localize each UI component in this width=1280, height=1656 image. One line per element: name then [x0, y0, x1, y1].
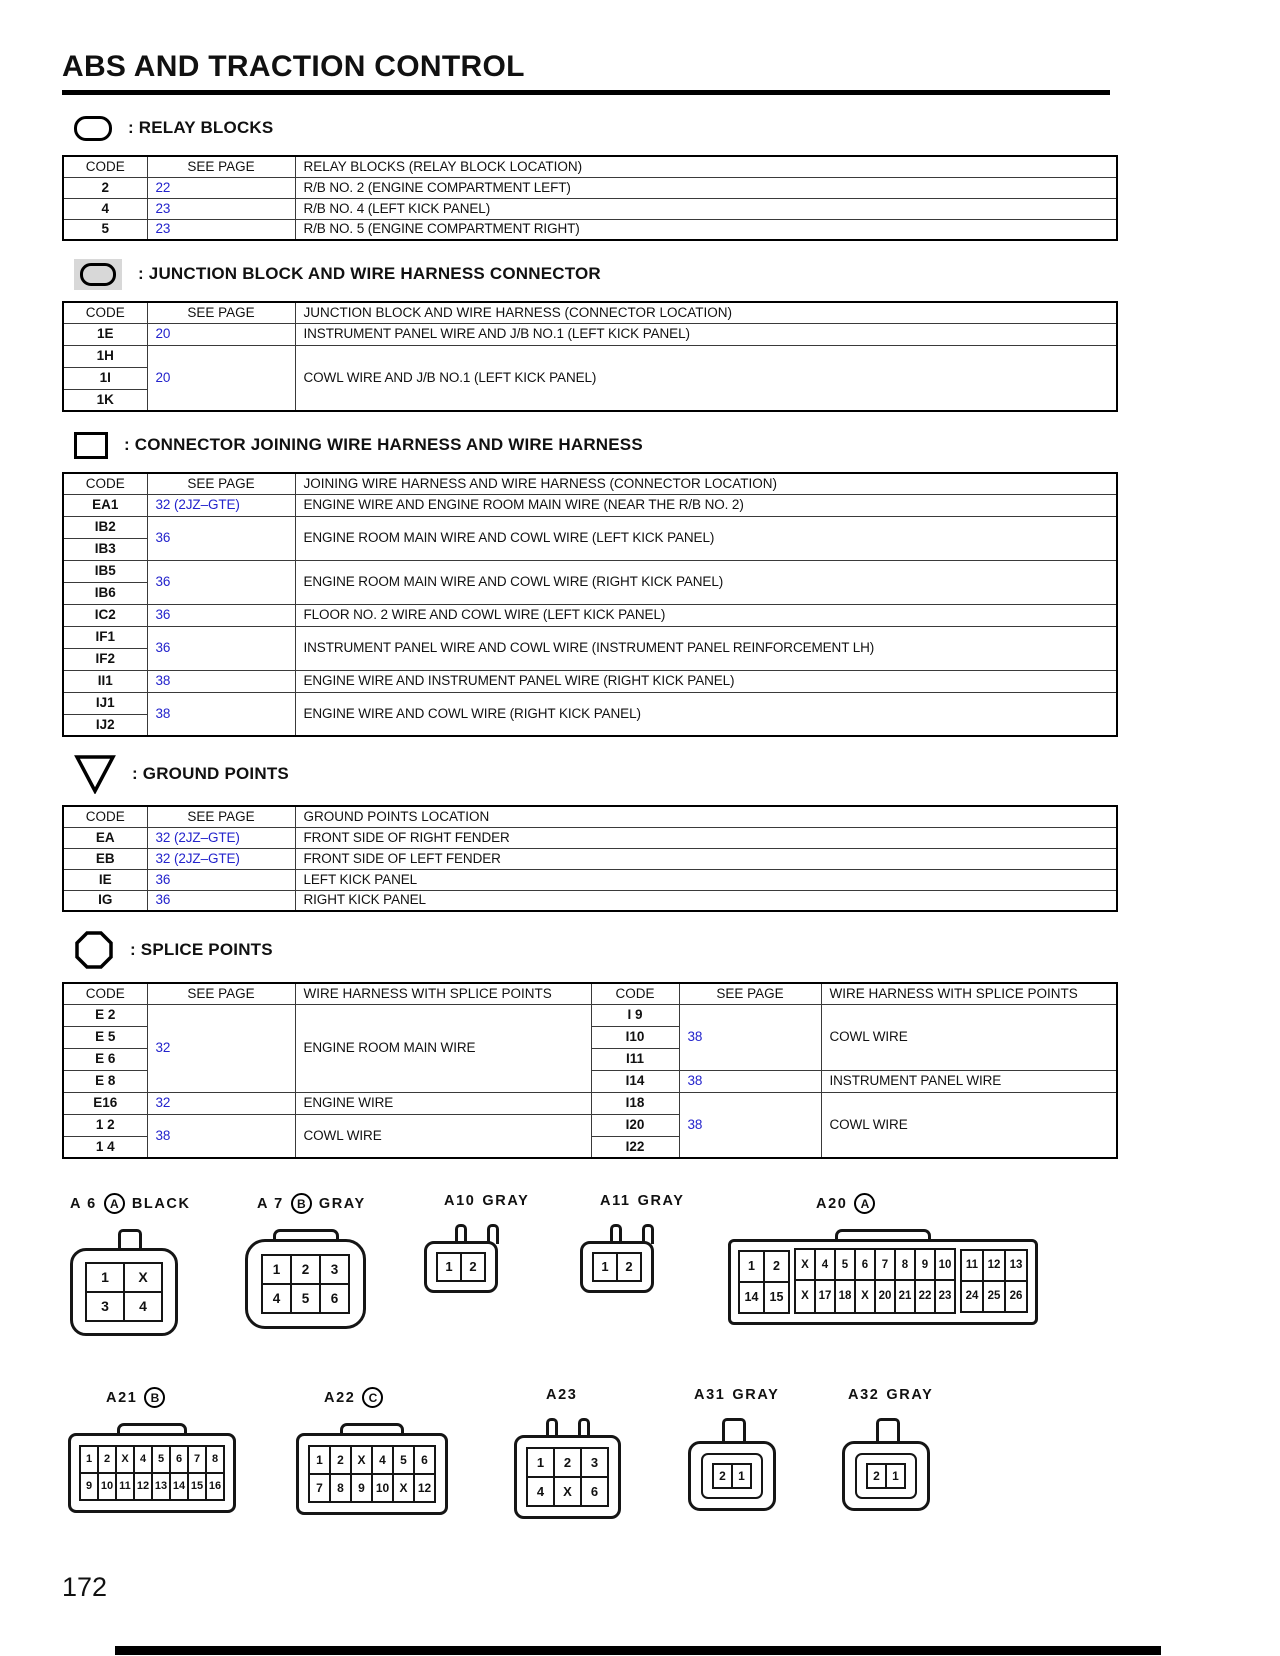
pin-row: [79, 1445, 225, 1474]
table-row: [63, 323, 1117, 345]
col-header-harness: WIRE HARNESS WITH SPLICE POINTS: [295, 983, 591, 1004]
ground-point-icon: [74, 754, 116, 794]
code-cell: I20: [591, 1114, 679, 1136]
code-cell: 1 4: [63, 1136, 147, 1158]
connector-code: A 6: [70, 1195, 97, 1212]
col-header-location: RELAY BLOCKS (RELAY BLOCK LOCATION): [295, 156, 1117, 177]
page-link[interactable]: 38: [687, 1073, 703, 1089]
pin-group: [738, 1281, 790, 1314]
connector-a11: [580, 1193, 685, 1293]
connector-diagrams: [62, 1171, 1172, 1651]
pin-row: [308, 1445, 436, 1475]
junction-block-table: [62, 301, 1118, 412]
page-link[interactable]: 36: [155, 607, 171, 623]
code-cell: IJ2: [63, 714, 147, 736]
col-header-location: JOINING WIRE HARNESS AND WIRE HARNESS (CONNECTOR LOCATION): [295, 473, 1117, 494]
section-connector-joining: [62, 427, 1218, 463]
connector-a22: [296, 1387, 448, 1515]
pin: 7: [874, 1248, 896, 1283]
table-header-row: [63, 983, 1117, 1004]
pin-row: [436, 1252, 486, 1282]
pin: 2: [329, 1445, 352, 1475]
connector-label: [444, 1193, 529, 1209]
location-cell: ENGINE WIRE AND ENGINE ROOM MAIN WIRE (NEAR THE R/B NO. 2): [295, 494, 1117, 516]
location-cell: RIGHT KICK PANEL: [295, 890, 1117, 911]
splice-point-icon: [74, 930, 114, 970]
code-cell: IB2: [63, 516, 147, 538]
pin: 5: [392, 1445, 415, 1475]
code-cell: 1E: [63, 323, 147, 345]
code-cell: II1: [63, 670, 147, 692]
table-row: [63, 890, 1117, 911]
table-row: [63, 848, 1117, 869]
table-row: [63, 198, 1117, 219]
table-header-row: [63, 156, 1117, 177]
col-header-see-page: SEE PAGE: [147, 983, 295, 1004]
code-cell: 1K: [63, 389, 147, 411]
pin: 18: [834, 1279, 856, 1314]
code-cell: EA1: [63, 494, 147, 516]
code-cell: E 5: [63, 1026, 147, 1048]
pin: 6: [580, 1476, 609, 1507]
table-header-row: [63, 302, 1117, 323]
location-cell: INSTRUMENT PANEL WIRE AND COWL WIRE (INSTRUMENT PANEL REINFORCEMENT LH): [295, 626, 1117, 670]
code-cell: I 9: [591, 1004, 679, 1026]
col-header-see-page: SEE PAGE: [147, 806, 295, 827]
pin: X: [350, 1445, 373, 1475]
table-row: [63, 1092, 1117, 1114]
pin: 16: [205, 1472, 225, 1501]
connector-color: BLACK: [131, 1195, 191, 1212]
pin: X: [115, 1445, 135, 1474]
connector-code: A32: [848, 1387, 880, 1403]
location-cell: COWL WIRE AND J/B NO.1 (LEFT KICK PANEL): [295, 345, 1117, 411]
table-row: [63, 516, 1117, 538]
page-link[interactable]: 38: [155, 705, 171, 721]
circle-letter-icon: A: [104, 1193, 125, 1214]
code-cell: E16: [63, 1092, 147, 1114]
connector-code: A10: [444, 1193, 476, 1209]
pin: 2: [763, 1250, 790, 1283]
connector-label: [546, 1387, 621, 1403]
connector-a31: [688, 1387, 779, 1511]
pin: 5: [834, 1248, 856, 1283]
col-header-see-page: SEE PAGE: [147, 473, 295, 494]
relay-blocks-table: [62, 155, 1118, 241]
junction-block-icon: [74, 259, 122, 290]
code-cell: E 6: [63, 1048, 147, 1070]
connector-label: [106, 1387, 236, 1408]
pin: 3: [85, 1291, 125, 1322]
table-row: [63, 626, 1117, 648]
code-cell: IJ1: [63, 692, 147, 714]
table-row: [63, 345, 1117, 367]
page-link[interactable]: 20: [155, 326, 171, 342]
code-cell: E 8: [63, 1070, 147, 1092]
section-splice-points: [62, 927, 1218, 973]
page-link[interactable]: 36: [155, 871, 171, 887]
connector-a7: [245, 1193, 366, 1329]
connector-code: A11: [600, 1193, 631, 1209]
pin: 1: [261, 1254, 292, 1285]
pin: 10: [371, 1473, 394, 1503]
pin-group: [960, 1249, 1028, 1282]
connector-label: [848, 1387, 933, 1403]
pin: 2: [460, 1252, 486, 1282]
location-cell: R/B NO. 2 (ENGINE COMPARTMENT LEFT): [295, 177, 1117, 198]
section-heading: : RELAY BLOCKS: [128, 118, 274, 137]
table-row: [63, 560, 1117, 582]
pin-row: [79, 1472, 225, 1501]
pin: 21: [894, 1279, 916, 1314]
pin: 5: [290, 1283, 321, 1314]
pin: 2: [290, 1254, 321, 1285]
connector-a21: [68, 1387, 236, 1513]
connector-body: [728, 1239, 1038, 1325]
splice-points-table: [62, 982, 1118, 1159]
col-header-see-page: SEE PAGE: [147, 302, 295, 323]
connector-body: [514, 1435, 621, 1519]
pin: 6: [169, 1445, 189, 1474]
pin: 14: [169, 1472, 189, 1501]
table-header-row: [63, 473, 1117, 494]
location-cell: R/B NO. 4 (LEFT KICK PANEL): [295, 198, 1117, 219]
col-header-location: GROUND POINTS LOCATION: [295, 806, 1117, 827]
code-cell: 2: [63, 177, 147, 198]
pin: 2: [553, 1447, 582, 1478]
pin: 17: [814, 1279, 836, 1314]
connector-body: [245, 1239, 366, 1329]
connector-body: [842, 1441, 930, 1511]
pin: X: [392, 1473, 415, 1503]
table-row: [63, 1004, 1117, 1026]
page-link[interactable]: 36: [155, 574, 171, 590]
harness-cell: COWL WIRE: [295, 1114, 591, 1158]
connector-a23: [514, 1387, 621, 1519]
connector-code: A31: [694, 1387, 726, 1403]
pin-row: [261, 1254, 350, 1285]
pin-row: [526, 1476, 609, 1507]
pin-row: [85, 1262, 163, 1293]
code-cell: 5: [63, 219, 147, 240]
section-heading: : JUNCTION BLOCK AND WIRE HARNESS CONNECTOR: [138, 264, 601, 283]
table-row: [63, 494, 1117, 516]
page-bottom-edge: [115, 1646, 1161, 1655]
connector-label: [600, 1193, 685, 1209]
pin: 12: [982, 1249, 1006, 1282]
location-cell: ENGINE ROOM MAIN WIRE AND COWL WIRE (RIGHT KICK PANEL): [295, 560, 1117, 604]
pin: 8: [329, 1473, 352, 1503]
pin: 10: [934, 1248, 956, 1283]
pin: 23: [934, 1279, 956, 1314]
page-link[interactable]: 36: [155, 640, 171, 656]
connector-code: A 7: [257, 1195, 284, 1212]
table-header-row: [63, 806, 1117, 827]
location-cell: INSTRUMENT PANEL WIRE AND J/B NO.1 (LEFT KICK PANEL): [295, 323, 1117, 345]
location-cell: FLOOR NO. 2 WIRE AND COWL WIRE (LEFT KICK PANEL): [295, 604, 1117, 626]
location-cell: FRONT SIDE OF LEFT FENDER: [295, 848, 1117, 869]
pin-row: [261, 1283, 350, 1314]
pin: X: [553, 1476, 582, 1507]
pin-row: [85, 1291, 163, 1322]
code-cell: 1 2: [63, 1114, 147, 1136]
harness-cell: ENGINE ROOM MAIN WIRE: [295, 1004, 591, 1092]
pin-group: [960, 1280, 1028, 1313]
relay-block-icon: [74, 116, 112, 141]
col-header-code: CODE: [63, 983, 147, 1004]
pin: 3: [319, 1254, 350, 1285]
code-cell: I18: [591, 1092, 679, 1114]
harness-cell: COWL WIRE: [821, 1092, 1117, 1158]
pin: 1: [738, 1250, 765, 1283]
page-link[interactable]: 38: [687, 1116, 703, 1132]
page-link[interactable]: 36: [155, 892, 171, 908]
pin: 1: [308, 1445, 331, 1475]
pin-row: [308, 1473, 436, 1503]
pin: 11: [115, 1472, 135, 1501]
pin: 22: [914, 1279, 936, 1314]
table-row: [63, 827, 1117, 848]
circle-letter-icon: C: [362, 1387, 383, 1408]
pin-row: [712, 1463, 752, 1489]
connector-a20: [728, 1193, 1038, 1325]
pin: 1: [79, 1445, 99, 1474]
ground-points-table: [62, 805, 1118, 912]
pin: 12: [413, 1473, 436, 1503]
code-cell: IG: [63, 890, 147, 911]
code-cell: EA: [63, 827, 147, 848]
col-header-see-page: SEE PAGE: [147, 156, 295, 177]
pin: 20: [874, 1279, 896, 1314]
pin-group: [794, 1248, 956, 1283]
connector-label: [694, 1387, 779, 1403]
connector-label: [70, 1193, 191, 1214]
pin: 10: [97, 1472, 117, 1501]
pin: 11: [960, 1249, 984, 1282]
connector-a10: [424, 1193, 529, 1293]
connector-label: [816, 1193, 1038, 1214]
section-junction-block: [62, 256, 1218, 292]
connector-color: GRAY: [637, 1193, 685, 1209]
section-relay-blocks: [62, 110, 1218, 146]
section-heading: : SPLICE POINTS: [130, 940, 273, 959]
table-row: [63, 219, 1117, 240]
page-link[interactable]: 32 (2JZ–GTE): [155, 497, 240, 513]
table-row: [63, 869, 1117, 890]
code-cell: IF1: [63, 626, 147, 648]
connector-body: [424, 1241, 498, 1293]
col-header-harness: WIRE HARNESS WITH SPLICE POINTS: [821, 983, 1117, 1004]
section-ground-points: [62, 752, 1218, 796]
connector-body: [70, 1248, 178, 1336]
table-row: [63, 692, 1117, 714]
connector-a32: [842, 1387, 933, 1511]
pin: 13: [1004, 1249, 1028, 1282]
page-link[interactable]: 32 (2JZ–GTE): [155, 850, 240, 866]
location-cell: ENGINE ROOM MAIN WIRE AND COWL WIRE (LEFT KICK PANEL): [295, 516, 1117, 560]
pin: 1: [885, 1463, 906, 1489]
code-cell: IB6: [63, 582, 147, 604]
pin: 4: [133, 1445, 153, 1474]
page-link[interactable]: 22: [155, 179, 171, 195]
harness-cell: ENGINE WIRE: [295, 1092, 591, 1114]
pin: 8: [894, 1248, 916, 1283]
col-header-code: CODE: [63, 302, 147, 323]
page-link[interactable]: 38: [687, 1029, 703, 1045]
pin: 13: [151, 1472, 171, 1501]
page-link[interactable]: 32: [155, 1095, 171, 1111]
pin: 4: [123, 1291, 163, 1322]
pin-row: [738, 1281, 1028, 1314]
pin: 1: [526, 1447, 555, 1478]
pin: 6: [413, 1445, 436, 1475]
pin: 9: [79, 1472, 99, 1501]
connector-color: GRAY: [732, 1387, 780, 1403]
pin: 25: [982, 1280, 1006, 1313]
title-rule: [62, 90, 1110, 95]
code-cell: EB: [63, 848, 147, 869]
connector-color: GRAY: [318, 1195, 366, 1212]
code-cell: E 2: [63, 1004, 147, 1026]
connector-body: [580, 1241, 654, 1293]
pin-group: [738, 1250, 790, 1283]
pin: 9: [914, 1248, 936, 1283]
pin: X: [854, 1279, 876, 1314]
pin: 12: [133, 1472, 153, 1501]
pin: 15: [187, 1472, 207, 1501]
code-cell: IE: [63, 869, 147, 890]
page-link[interactable]: 36: [155, 530, 171, 546]
circle-letter-icon: B: [291, 1193, 312, 1214]
pin: X: [123, 1262, 163, 1293]
pin: 7: [308, 1473, 331, 1503]
pin: 1: [85, 1262, 125, 1293]
pin-row: [592, 1252, 642, 1282]
page-link[interactable]: 38: [155, 1127, 171, 1143]
connector-a6: [70, 1193, 191, 1336]
page-link[interactable]: 23: [155, 200, 171, 216]
page-number: 172: [62, 1572, 108, 1602]
pin: 6: [319, 1283, 350, 1314]
joining-connector-icon: [74, 432, 108, 459]
location-cell: ENGINE WIRE AND COWL WIRE (RIGHT KICK PANEL): [295, 692, 1117, 736]
page-link[interactable]: 20: [155, 369, 171, 385]
code-cell: 1I: [63, 367, 147, 389]
code-cell: I11: [591, 1048, 679, 1070]
circle-letter-icon: B: [144, 1387, 165, 1408]
connector-body: [296, 1433, 448, 1515]
connector-body: [688, 1441, 776, 1511]
pin: 4: [526, 1476, 555, 1507]
table-row: [63, 670, 1117, 692]
col-header-location: JUNCTION BLOCK AND WIRE HARNESS (CONNECTOR LOCATION): [295, 302, 1117, 323]
harness-cell: COWL WIRE: [821, 1004, 1117, 1070]
joining-connector-table: [62, 472, 1118, 737]
table-row: [63, 177, 1117, 198]
pin: 4: [814, 1248, 836, 1283]
code-cell: I10: [591, 1026, 679, 1048]
pin: 9: [350, 1473, 373, 1503]
code-cell: I14: [591, 1070, 679, 1092]
code-cell: IC2: [63, 604, 147, 626]
pin: 1: [592, 1252, 618, 1282]
pin: 1: [436, 1252, 462, 1282]
connector-code: A22: [324, 1389, 356, 1406]
code-cell: 4: [63, 198, 147, 219]
pin: 8: [205, 1445, 225, 1474]
pin: 2: [866, 1463, 887, 1489]
location-cell: LEFT KICK PANEL: [295, 869, 1117, 890]
page-link[interactable]: 23: [155, 221, 171, 237]
section-heading: : GROUND POINTS: [132, 764, 289, 783]
pin-row: [866, 1463, 906, 1489]
page-title: ABS AND TRACTION CONTROL: [62, 50, 525, 83]
code-cell: 1H: [63, 345, 147, 367]
pin: 15: [763, 1281, 790, 1314]
connector-label: [324, 1387, 448, 1408]
pin: 2: [97, 1445, 117, 1474]
location-cell: R/B NO. 5 (ENGINE COMPARTMENT RIGHT): [295, 219, 1117, 240]
col-header-see-page: SEE PAGE: [679, 983, 821, 1004]
pin-group: [794, 1279, 956, 1314]
col-header-code: CODE: [63, 156, 147, 177]
pin: 14: [738, 1281, 765, 1314]
connector-color: GRAY: [886, 1387, 934, 1403]
col-header-code: CODE: [63, 473, 147, 494]
page-link[interactable]: 38: [155, 673, 171, 689]
harness-cell: INSTRUMENT PANEL WIRE: [821, 1070, 1117, 1092]
pin: 26: [1004, 1280, 1028, 1313]
code-cell: IB5: [63, 560, 147, 582]
connector-code: A20: [816, 1195, 848, 1212]
pin: 1: [731, 1463, 752, 1489]
col-header-code: CODE: [63, 806, 147, 827]
pin: 2: [712, 1463, 733, 1489]
page-link[interactable]: 32: [155, 1040, 171, 1056]
connector-color: GRAY: [482, 1193, 530, 1209]
pin: 24: [960, 1280, 984, 1313]
pin: 4: [371, 1445, 394, 1475]
table-row: [63, 604, 1117, 626]
connector-label: [257, 1193, 366, 1214]
location-cell: ENGINE WIRE AND INSTRUMENT PANEL WIRE (RIGHT KICK PANEL): [295, 670, 1117, 692]
page-link[interactable]: 32 (2JZ–GTE): [155, 829, 240, 845]
pin: 5: [151, 1445, 171, 1474]
pin: 2: [616, 1252, 642, 1282]
connector-code: A23: [546, 1387, 578, 1403]
pin: 4: [261, 1283, 292, 1314]
pin: X: [794, 1248, 816, 1283]
pin: 7: [187, 1445, 207, 1474]
pin: X: [794, 1279, 816, 1314]
location-cell: FRONT SIDE OF RIGHT FENDER: [295, 827, 1117, 848]
code-cell: IB3: [63, 538, 147, 560]
pin-row: [526, 1447, 609, 1478]
connector-code: A21: [106, 1389, 138, 1406]
section-heading: : CONNECTOR JOINING WIRE HARNESS AND WIRE HARNESS: [124, 435, 643, 454]
col-header-code: CODE: [591, 983, 679, 1004]
code-cell: I22: [591, 1136, 679, 1158]
pin: 6: [854, 1248, 876, 1283]
connector-inner-shell: [701, 1453, 763, 1499]
code-cell: IF2: [63, 648, 147, 670]
connector-body: [68, 1433, 236, 1513]
pin: 3: [580, 1447, 609, 1478]
circle-letter-icon: A: [854, 1193, 875, 1214]
connector-inner-shell: [855, 1453, 917, 1499]
